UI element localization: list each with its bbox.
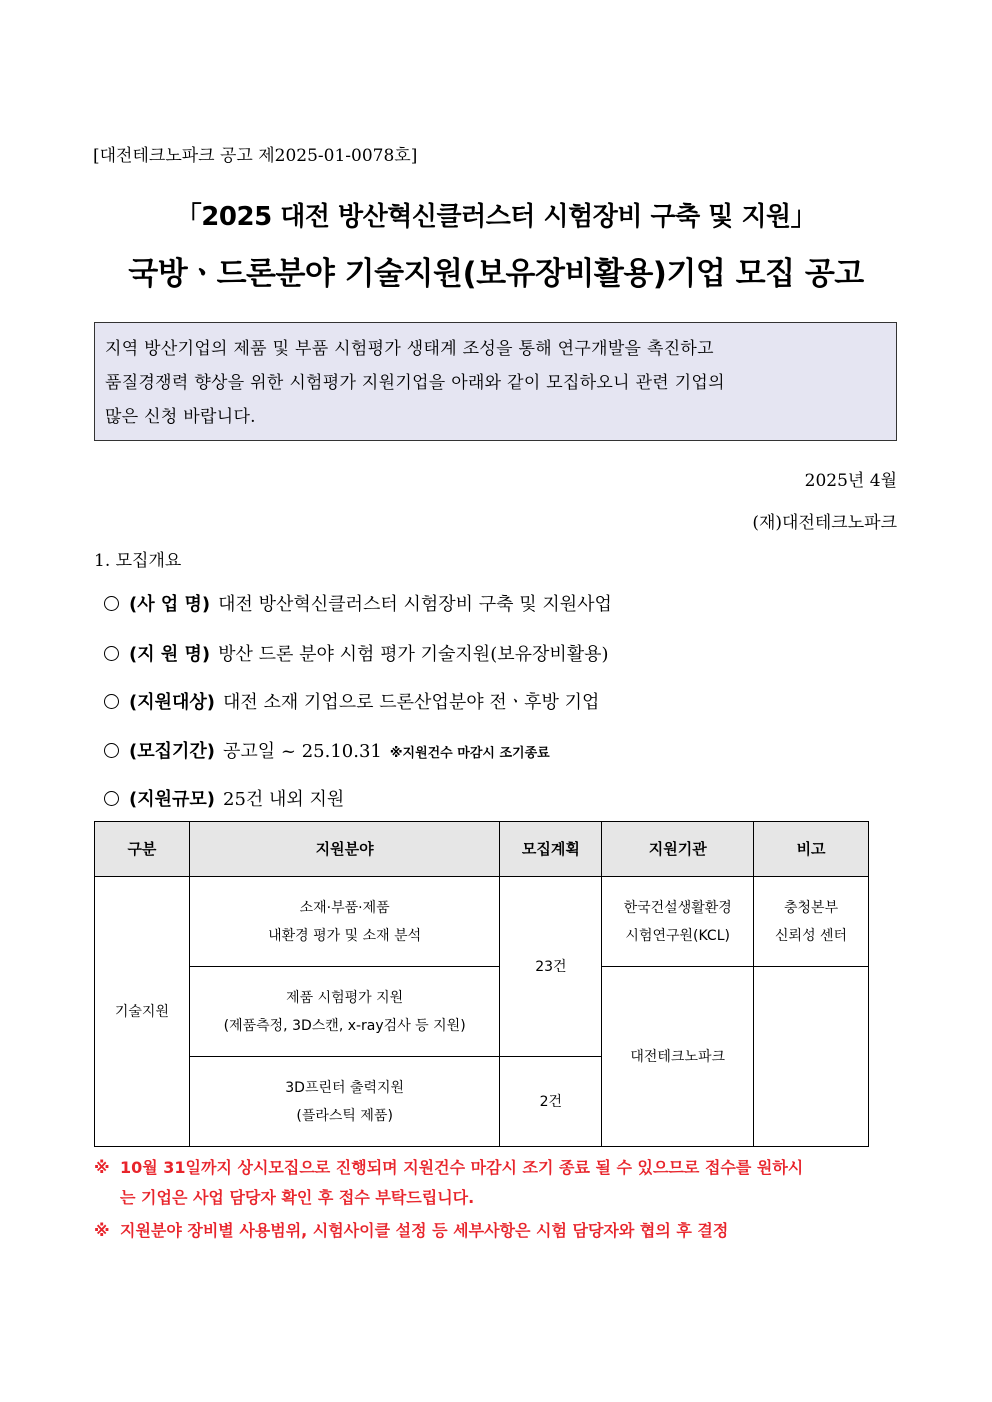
reference-mark-icon: ※	[94, 1158, 110, 1177]
item-label: (지 원 명)	[129, 644, 211, 665]
page-title-line2: 국방ㆍ드론분야 기술지원(보유장비활용)기업 모집 공고	[128, 256, 864, 292]
circle-bullet-icon	[104, 596, 119, 611]
section-heading: 1. 모집개요	[94, 551, 182, 571]
notice-number: [대전테크노파크 공고 제2025-01-0078호]	[93, 146, 418, 166]
field-line: 제품 시험평가 지원	[286, 989, 404, 1006]
remark-cell-empty	[754, 967, 869, 1147]
item-label: (지원규모)	[129, 789, 216, 810]
item-label: (지원대상)	[129, 692, 216, 713]
page-title-line1: 「2025 대전 방산혁신클러스터 시험장비 구축 및 지원」	[175, 202, 817, 232]
item-value: 대전 소재 기업으로 드론산업분야 전ㆍ후방 기업	[223, 692, 600, 713]
footnote-1-line1: 10월 31일까지 상시모집으로 진행되며 지원건수 마감시 조기 종료 될 수 있으므로 접수를 원하시	[120, 1158, 804, 1177]
plan-cell: 2건	[500, 1057, 602, 1147]
circle-bullet-icon	[104, 694, 119, 709]
agency-line: 한국건설생활환경	[623, 899, 732, 916]
table-header-row	[95, 822, 869, 877]
issuer-org: (재)대전테크노파크	[752, 513, 897, 533]
overview-item-scale	[104, 785, 344, 811]
remark-cell	[754, 877, 869, 967]
field-line: 소재·부품·제품	[299, 899, 390, 916]
remark-line: 충청본부	[784, 899, 839, 916]
overview-item-target	[104, 688, 599, 714]
intro-box	[94, 322, 897, 441]
agency-line: 시험연구원(KCL)	[625, 927, 730, 944]
item-value: 대전 방산혁신클러스터 시험장비 구축 및 지원사업	[218, 594, 612, 615]
circle-bullet-icon	[104, 646, 119, 661]
field-cell	[189, 967, 500, 1057]
col-header-agency: 지원기관	[602, 822, 754, 877]
intro-line-3: 많은 신청 바랍니다.	[105, 407, 256, 427]
col-header-category: 구분	[95, 822, 190, 877]
item-label: (모집기간)	[129, 741, 216, 762]
item-value: 25건 내외 지원	[223, 789, 345, 810]
field-line: 내환경 평가 및 소재 분석	[268, 927, 422, 944]
reference-mark-icon: ※	[94, 1221, 110, 1240]
field-cell	[189, 1057, 500, 1147]
agency-cell	[602, 877, 754, 967]
overview-item-project	[104, 590, 612, 616]
support-table	[94, 821, 869, 1147]
item-label: (사 업 명)	[129, 594, 211, 615]
footnote-1-line2: 는 기업은 사업 담당자 확인 후 접수 부탁드립니다.	[120, 1188, 475, 1207]
overview-item-period	[104, 737, 550, 763]
item-value: 방산 드론 분야 시험 평가 기술지원(보유장비활용)	[218, 644, 609, 665]
item-value: 공고일 ~ 25.10.31	[223, 741, 382, 762]
circle-bullet-icon	[104, 791, 119, 806]
agency-cell: 대전테크노파크	[602, 967, 754, 1147]
intro-line-1: 지역 방산기업의 제품 및 부품 시험평가 생태계 조성을 통해 연구개발을 촉진하고	[105, 339, 714, 359]
circle-bullet-icon	[104, 743, 119, 758]
field-cell	[189, 877, 500, 967]
footnote-2-text: 지원분야 장비별 사용범위, 시험사이클 설정 등 세부사항은 시험 담당자와 협의 후 결정	[120, 1221, 729, 1240]
remark-line: 신뢰성 센터	[775, 927, 848, 944]
footnote-1	[94, 1153, 904, 1213]
intro-line-2: 품질경쟁력 향상을 위한 시험평가 지원기업을 아래와 같이 모집하오니 관련 기업의	[105, 373, 725, 393]
col-header-field: 지원분야	[189, 822, 500, 877]
field-line: 3D프린터 출력지원	[285, 1079, 405, 1096]
table-row	[95, 877, 869, 967]
category-cell: 기술지원	[95, 877, 190, 1147]
issue-date: 2025년 4월	[804, 471, 897, 491]
col-header-remark: 비고	[754, 822, 869, 877]
footnote-2	[94, 1216, 904, 1246]
plan-cell: 23건	[500, 877, 602, 1057]
field-line: (플라스틱 제품)	[296, 1107, 393, 1124]
table-row	[95, 967, 869, 1057]
overview-item-support-name	[104, 640, 609, 666]
col-header-plan: 모집계획	[500, 822, 602, 877]
early-close-note: ※지원건수 마감시 조기종료	[389, 746, 550, 761]
field-line: (제품측정, 3D스캔, x-ray검사 등 지원)	[223, 1017, 466, 1034]
